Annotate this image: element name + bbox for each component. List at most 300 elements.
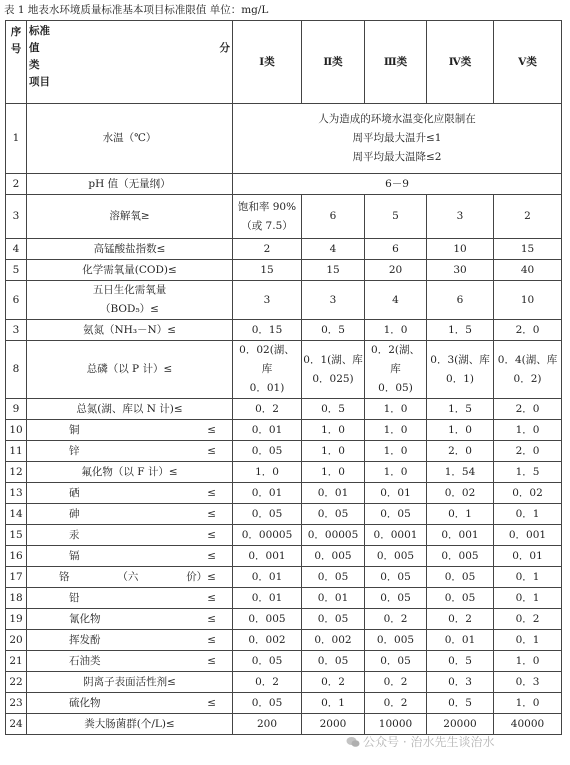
row-number: 14 bbox=[6, 504, 27, 525]
item-name bbox=[27, 420, 233, 441]
value-cell-class-5 bbox=[494, 651, 562, 672]
value-cell-class-5 bbox=[494, 341, 562, 399]
item-name-part: ≤ bbox=[207, 612, 216, 625]
merged-value-line: 周平均最大温升≤1 bbox=[352, 132, 442, 144]
header-class-3: Ⅲ类 bbox=[365, 21, 427, 104]
value-line: 6 bbox=[456, 293, 464, 306]
table-row bbox=[6, 546, 562, 567]
item-name bbox=[27, 630, 233, 651]
value-line: 40 bbox=[520, 263, 535, 276]
item-name-part: 硒 bbox=[69, 486, 80, 499]
item-name bbox=[27, 546, 233, 567]
table-row bbox=[6, 609, 562, 630]
value-line: 0．02 bbox=[444, 486, 476, 499]
value-line: 1．0 bbox=[383, 465, 408, 478]
value-cell-class-3 bbox=[365, 441, 427, 462]
value-line: 0．05) bbox=[378, 382, 413, 394]
value-cell-class-2 bbox=[302, 588, 365, 609]
item-name-line: 五日生化需氧量 bbox=[92, 284, 167, 296]
value-cell-class-2 bbox=[302, 546, 365, 567]
value-cell-class-1 bbox=[233, 714, 302, 735]
value-line: 0．01 bbox=[512, 549, 543, 562]
value-line: 2．0 bbox=[515, 323, 540, 336]
item-name-part: ≤ bbox=[207, 591, 216, 604]
value-line: 0．1 bbox=[515, 591, 540, 604]
item-name-part: ≤ bbox=[207, 549, 216, 562]
value-line: 1．0 bbox=[383, 444, 408, 457]
item-name bbox=[27, 609, 233, 630]
value-line: 1．0 bbox=[321, 444, 345, 457]
item-name: 粪大肠菌群(个/L)≤ bbox=[27, 714, 233, 735]
value-line: 1．0 bbox=[515, 423, 540, 436]
value-line: （或 7.5） bbox=[241, 219, 293, 232]
value-cell-class-4 bbox=[427, 651, 494, 672]
table-row bbox=[6, 462, 562, 483]
value-cell-class-1 bbox=[233, 567, 302, 588]
value-line: 15 bbox=[326, 263, 340, 276]
value-cell-class-4 bbox=[427, 546, 494, 567]
value-cell-class-3 bbox=[365, 483, 427, 504]
value-line: 0．5 bbox=[321, 402, 345, 415]
header-corner-right: 分 bbox=[219, 42, 230, 54]
value-line: 0．001 bbox=[508, 528, 547, 541]
value-line: 0．1 bbox=[515, 570, 540, 583]
value-cell-class-1 bbox=[233, 239, 302, 260]
table-row bbox=[6, 693, 562, 714]
value-line: 0．00005 bbox=[241, 528, 293, 541]
value-line: 0．01 bbox=[251, 570, 283, 583]
value-line: 0．1(湖、库 bbox=[303, 353, 363, 366]
value-line: 0．1 bbox=[515, 507, 540, 520]
value-line: 0．005 bbox=[314, 549, 352, 562]
value-line: 0．01 bbox=[251, 486, 283, 499]
value-cell-class-5 bbox=[494, 609, 562, 630]
value-line: 0．2 bbox=[383, 696, 408, 709]
item-name bbox=[27, 567, 233, 588]
value-cell-class-1 bbox=[233, 609, 302, 630]
value-line: 15 bbox=[520, 242, 535, 255]
item-name: 总磷（以 P 计）≤ bbox=[27, 341, 233, 399]
header-corner-line: 类 bbox=[29, 59, 40, 71]
item-name: pH 值（无量纲） bbox=[27, 174, 233, 195]
value-cell-class-5 bbox=[494, 504, 562, 525]
value-cell-class-5 bbox=[494, 693, 562, 714]
value-line: 1．0 bbox=[448, 423, 472, 436]
value-cell-class-3 bbox=[365, 341, 427, 399]
row-number: 17 bbox=[6, 567, 27, 588]
value-cell-class-4 bbox=[427, 504, 494, 525]
table-row bbox=[6, 630, 562, 651]
value-cell-class-3 bbox=[365, 281, 427, 320]
table-row bbox=[6, 420, 562, 441]
value-cell-class-5 bbox=[494, 630, 562, 651]
item-name bbox=[27, 693, 233, 714]
value-cell-class-2 bbox=[302, 609, 365, 630]
row-number: 15 bbox=[6, 525, 27, 546]
value-line: 0．01) bbox=[249, 382, 285, 394]
value-line: 0．1) bbox=[446, 372, 474, 385]
item-name-part: 铬 bbox=[59, 570, 70, 583]
value-line: 2 bbox=[263, 242, 271, 255]
value-cell-class-3 bbox=[365, 714, 427, 735]
item-name bbox=[27, 441, 233, 462]
value-cell-class-5 bbox=[494, 714, 562, 735]
value-line: 0．15 bbox=[251, 323, 283, 336]
table-row bbox=[6, 714, 562, 735]
value-cell-class-1 bbox=[233, 341, 302, 399]
value-line: 0．05 bbox=[317, 654, 349, 667]
value-cell-class-2 bbox=[302, 483, 365, 504]
value-line: 0．05 bbox=[317, 570, 349, 583]
value-cell-class-3 bbox=[365, 609, 427, 630]
value-line: 2．0 bbox=[515, 444, 540, 457]
value-line: 0．02(湖、库 bbox=[239, 344, 295, 375]
value-line: 0．002 bbox=[314, 633, 352, 646]
value-cell-class-5 bbox=[494, 462, 562, 483]
value-line: 0．05 bbox=[444, 591, 476, 604]
value-line: 1．54 bbox=[444, 465, 476, 478]
value-line: 0．05 bbox=[251, 696, 283, 709]
value-cell-class-4 bbox=[427, 567, 494, 588]
table-row bbox=[6, 525, 562, 546]
row-number: 3 bbox=[6, 320, 27, 341]
value-line: 2．0 bbox=[448, 444, 472, 457]
value-line: 2 bbox=[524, 210, 531, 222]
value-line: 1．0 bbox=[321, 465, 345, 478]
value-cell-class-3 bbox=[365, 239, 427, 260]
value-cell-class-1 bbox=[233, 630, 302, 651]
row-number: 9 bbox=[6, 399, 27, 420]
item-name-part: 硫化物 bbox=[69, 696, 101, 709]
table-row bbox=[6, 399, 562, 420]
value-line: 2000 bbox=[319, 717, 347, 730]
row-number: 11 bbox=[6, 441, 27, 462]
header-corner-line: 标准 bbox=[29, 25, 50, 37]
value-line: 0．05 bbox=[444, 570, 476, 583]
value-cell-class-3 bbox=[365, 546, 427, 567]
value-cell-class-5 bbox=[494, 239, 562, 260]
value-cell-class-3 bbox=[365, 462, 427, 483]
value-line: 1．0 bbox=[383, 402, 408, 415]
value-cell-class-1 bbox=[233, 260, 302, 281]
value-line: 1．0 bbox=[515, 654, 540, 667]
row-number: 4 bbox=[6, 239, 27, 260]
value-cell-class-4 bbox=[427, 399, 494, 420]
table-row bbox=[6, 341, 562, 399]
value-line: 0．005 bbox=[441, 549, 479, 562]
header-corner-line: 值 bbox=[29, 42, 40, 54]
value-line: 0．2 bbox=[255, 402, 279, 415]
value-line: 1．5 bbox=[515, 465, 540, 478]
value-cell-class-1 bbox=[233, 672, 302, 693]
value-line: 0．2 bbox=[515, 612, 540, 625]
value-line: 6 bbox=[329, 210, 337, 222]
value-cell-class-5 bbox=[494, 672, 562, 693]
value-line: 10 bbox=[453, 242, 467, 255]
value-cell-class-4 bbox=[427, 525, 494, 546]
value-line: 2．0 bbox=[515, 402, 540, 415]
value-cell-class-4 bbox=[427, 609, 494, 630]
merged-value-line: 周平均最大温降≤2 bbox=[352, 151, 442, 163]
item-name-part: 镉 bbox=[69, 549, 80, 562]
value-cell-class-3 bbox=[365, 693, 427, 714]
merged-value-line: 6－9 bbox=[385, 177, 409, 190]
item-name-part: 石油类 bbox=[69, 654, 101, 667]
value-line: 0．1 bbox=[515, 633, 540, 646]
item-name: 氨氮（NH₃－N）≤ bbox=[27, 320, 233, 341]
row-number: 12 bbox=[6, 462, 27, 483]
value-cell-class-3 bbox=[365, 260, 427, 281]
value-line: 0．025) bbox=[312, 372, 354, 385]
value-line: 0．01 bbox=[251, 591, 283, 604]
table-row bbox=[6, 567, 562, 588]
value-cell-class-5 bbox=[494, 260, 562, 281]
item-name: 高锰酸盐指数≤ bbox=[27, 239, 233, 260]
value-line: 15 bbox=[260, 263, 274, 276]
item-name-part: ≤ bbox=[207, 423, 216, 436]
value-line: 0．05 bbox=[380, 591, 411, 604]
value-line: 10000 bbox=[378, 717, 413, 730]
value-line: 0．005 bbox=[376, 549, 415, 562]
item-name bbox=[27, 281, 233, 320]
item-name-part: ≤ bbox=[207, 507, 216, 520]
value-line: 1．5 bbox=[448, 323, 472, 336]
row-number: 24 bbox=[6, 714, 27, 735]
value-cell-class-4 bbox=[427, 239, 494, 260]
item-name: 阴离子表面活性剂≤ bbox=[27, 672, 233, 693]
value-line: 0．2 bbox=[321, 675, 345, 688]
row-number: 6 bbox=[6, 281, 27, 320]
row-number: 5 bbox=[6, 260, 27, 281]
water-quality-standard-table bbox=[5, 20, 562, 735]
value-cell-class-5 bbox=[494, 195, 562, 239]
merged-value bbox=[233, 104, 562, 174]
value-line: 0．5 bbox=[321, 323, 345, 336]
value-line: 0．001 bbox=[441, 528, 479, 541]
value-line: 0．01 bbox=[444, 633, 476, 646]
value-cell-class-1 bbox=[233, 441, 302, 462]
value-cell-class-2 bbox=[302, 320, 365, 341]
row-number: 21 bbox=[6, 651, 27, 672]
row-number: 1 bbox=[6, 104, 27, 174]
row-number: 13 bbox=[6, 483, 27, 504]
table-row bbox=[6, 441, 562, 462]
value-line: 0．002 bbox=[248, 633, 286, 646]
value-cell-class-2 bbox=[302, 260, 365, 281]
row-number: 3 bbox=[6, 195, 27, 239]
value-line: 0．05 bbox=[317, 507, 349, 520]
merged-value-line: 人为造成的环境水温变化应限制在 bbox=[318, 113, 476, 125]
value-cell-class-2 bbox=[302, 420, 365, 441]
item-name: 化学需氧量(COD)≤ bbox=[27, 260, 233, 281]
row-number: 16 bbox=[6, 546, 27, 567]
value-cell-class-2 bbox=[302, 341, 365, 399]
value-line: 4 bbox=[392, 293, 399, 306]
item-name bbox=[27, 483, 233, 504]
value-cell-class-1 bbox=[233, 693, 302, 714]
item-name: 总氮(湖、库以 N 计)≤ bbox=[27, 399, 233, 420]
value-cell-class-2 bbox=[302, 525, 365, 546]
table-row bbox=[6, 588, 562, 609]
value-line: 0．0001 bbox=[373, 528, 418, 541]
value-line: 40000 bbox=[510, 717, 545, 730]
value-line: 0．05 bbox=[317, 612, 349, 625]
item-name-part: 锌 bbox=[69, 444, 80, 457]
value-cell-class-1 bbox=[233, 195, 302, 239]
value-line: 0．05 bbox=[251, 654, 283, 667]
item-name-part: ≤ bbox=[207, 633, 216, 646]
value-cell-class-3 bbox=[365, 399, 427, 420]
value-cell-class-3 bbox=[365, 588, 427, 609]
table-caption: 表 1 地表水环境质量标准基本项目标准限值 单位：mg/L bbox=[4, 4, 269, 16]
table-row bbox=[6, 281, 562, 320]
value-cell-class-1 bbox=[233, 420, 302, 441]
value-line: 0．5 bbox=[448, 654, 472, 667]
value-cell-class-3 bbox=[365, 195, 427, 239]
item-name-part: 砷 bbox=[69, 507, 80, 520]
row-number: 20 bbox=[6, 630, 27, 651]
value-cell-class-5 bbox=[494, 420, 562, 441]
value-cell-class-2 bbox=[302, 441, 365, 462]
value-cell-class-3 bbox=[365, 320, 427, 341]
value-cell-class-2 bbox=[302, 239, 365, 260]
value-line: 10 bbox=[520, 293, 535, 306]
table-row bbox=[6, 104, 562, 174]
table-row bbox=[6, 672, 562, 693]
item-name bbox=[27, 651, 233, 672]
value-line: 0．01 bbox=[380, 486, 411, 499]
value-cell-class-5 bbox=[494, 399, 562, 420]
value-cell-class-2 bbox=[302, 630, 365, 651]
value-line: 0．1 bbox=[321, 696, 345, 709]
header-class-2: Ⅱ类 bbox=[302, 21, 365, 104]
value-cell-class-4 bbox=[427, 281, 494, 320]
value-cell-class-4 bbox=[427, 441, 494, 462]
value-line: 0．01 bbox=[317, 591, 349, 604]
value-cell-class-4 bbox=[427, 693, 494, 714]
watermark bbox=[346, 733, 494, 750]
value-cell-class-4 bbox=[427, 483, 494, 504]
table-row bbox=[6, 260, 562, 281]
value-line: 0．1 bbox=[448, 507, 472, 520]
value-line: 0．00005 bbox=[307, 528, 359, 541]
value-cell-class-1 bbox=[233, 651, 302, 672]
item-name-part: （六 bbox=[117, 570, 139, 583]
value-line: 0．05 bbox=[380, 570, 411, 583]
value-line: 0．05 bbox=[380, 507, 411, 520]
header-corner-line: 项目 bbox=[29, 76, 50, 88]
row-number: 8 bbox=[6, 341, 27, 399]
value-line: 0．5 bbox=[448, 696, 472, 709]
value-line: 20000 bbox=[443, 717, 477, 730]
item-name bbox=[27, 525, 233, 546]
merged-value bbox=[233, 174, 562, 195]
value-line: 1．0 bbox=[255, 465, 279, 478]
value-cell-class-1 bbox=[233, 399, 302, 420]
value-cell-class-5 bbox=[494, 546, 562, 567]
value-cell-class-4 bbox=[427, 588, 494, 609]
value-cell-class-1 bbox=[233, 504, 302, 525]
item-name: 溶解氧≥ bbox=[27, 195, 233, 239]
item-name-part: ≤ bbox=[207, 696, 216, 709]
item-name: 水温（℃） bbox=[27, 104, 233, 174]
table-row bbox=[6, 320, 562, 341]
wechat-icon bbox=[346, 736, 360, 748]
item-name-part: 铅 bbox=[69, 591, 80, 604]
row-number: 23 bbox=[6, 693, 27, 714]
value-cell-class-2 bbox=[302, 399, 365, 420]
value-cell-class-3 bbox=[365, 504, 427, 525]
header-class-4: Ⅳ类 bbox=[427, 21, 494, 104]
value-line: 0．05 bbox=[251, 507, 283, 520]
value-cell-class-5 bbox=[494, 441, 562, 462]
value-line: 0．001 bbox=[248, 549, 286, 562]
value-cell-class-4 bbox=[427, 420, 494, 441]
item-name-part: ≤ bbox=[207, 444, 216, 457]
value-cell-class-5 bbox=[494, 320, 562, 341]
value-line: 0．005 bbox=[376, 633, 415, 646]
value-line: 1．0 bbox=[515, 696, 540, 709]
value-line: 1．0 bbox=[383, 323, 408, 336]
value-cell-class-3 bbox=[365, 630, 427, 651]
value-line: 30 bbox=[453, 263, 467, 276]
item-name-part: ≤ bbox=[207, 528, 216, 541]
value-cell-class-1 bbox=[233, 483, 302, 504]
value-line: 0．4(湖、库 bbox=[497, 353, 558, 366]
item-name bbox=[27, 504, 233, 525]
value-line: 1．0 bbox=[321, 423, 345, 436]
value-cell-class-4 bbox=[427, 341, 494, 399]
row-number: 22 bbox=[6, 672, 27, 693]
value-line: 6 bbox=[392, 242, 399, 255]
value-line: 0．2 bbox=[383, 612, 408, 625]
value-cell-class-5 bbox=[494, 281, 562, 320]
value-line: 0．2 bbox=[383, 675, 408, 688]
item-name-part: 汞 bbox=[69, 528, 80, 541]
value-line: 0．2 bbox=[448, 612, 472, 625]
row-number: 2 bbox=[6, 174, 27, 195]
row-number: 19 bbox=[6, 609, 27, 630]
value-line: 0．02 bbox=[512, 486, 543, 499]
header-class-5: Ⅴ类 bbox=[494, 21, 562, 104]
value-cell-class-1 bbox=[233, 546, 302, 567]
value-line: 饱和率 90% bbox=[237, 200, 297, 213]
value-cell-class-4 bbox=[427, 462, 494, 483]
table-row bbox=[6, 504, 562, 525]
value-line: 5 bbox=[392, 210, 399, 222]
item-name-part: 价）≤ bbox=[186, 570, 216, 583]
value-cell-class-2 bbox=[302, 504, 365, 525]
value-cell-class-4 bbox=[427, 630, 494, 651]
value-cell-class-3 bbox=[365, 672, 427, 693]
value-line: 1．5 bbox=[448, 402, 472, 415]
value-cell-class-3 bbox=[365, 420, 427, 441]
item-name-part: 氰化物 bbox=[69, 612, 101, 625]
value-cell-class-4 bbox=[427, 320, 494, 341]
value-line: 0．3 bbox=[448, 675, 472, 688]
value-cell-class-4 bbox=[427, 195, 494, 239]
value-cell-class-3 bbox=[365, 567, 427, 588]
value-cell-class-5 bbox=[494, 525, 562, 546]
value-cell-class-2 bbox=[302, 651, 365, 672]
row-number: 10 bbox=[6, 420, 27, 441]
table-row bbox=[6, 483, 562, 504]
value-cell-class-4 bbox=[427, 260, 494, 281]
value-line: 200 bbox=[256, 717, 278, 730]
value-line: 3 bbox=[329, 293, 337, 306]
value-cell-class-1 bbox=[233, 525, 302, 546]
table-row bbox=[6, 651, 562, 672]
